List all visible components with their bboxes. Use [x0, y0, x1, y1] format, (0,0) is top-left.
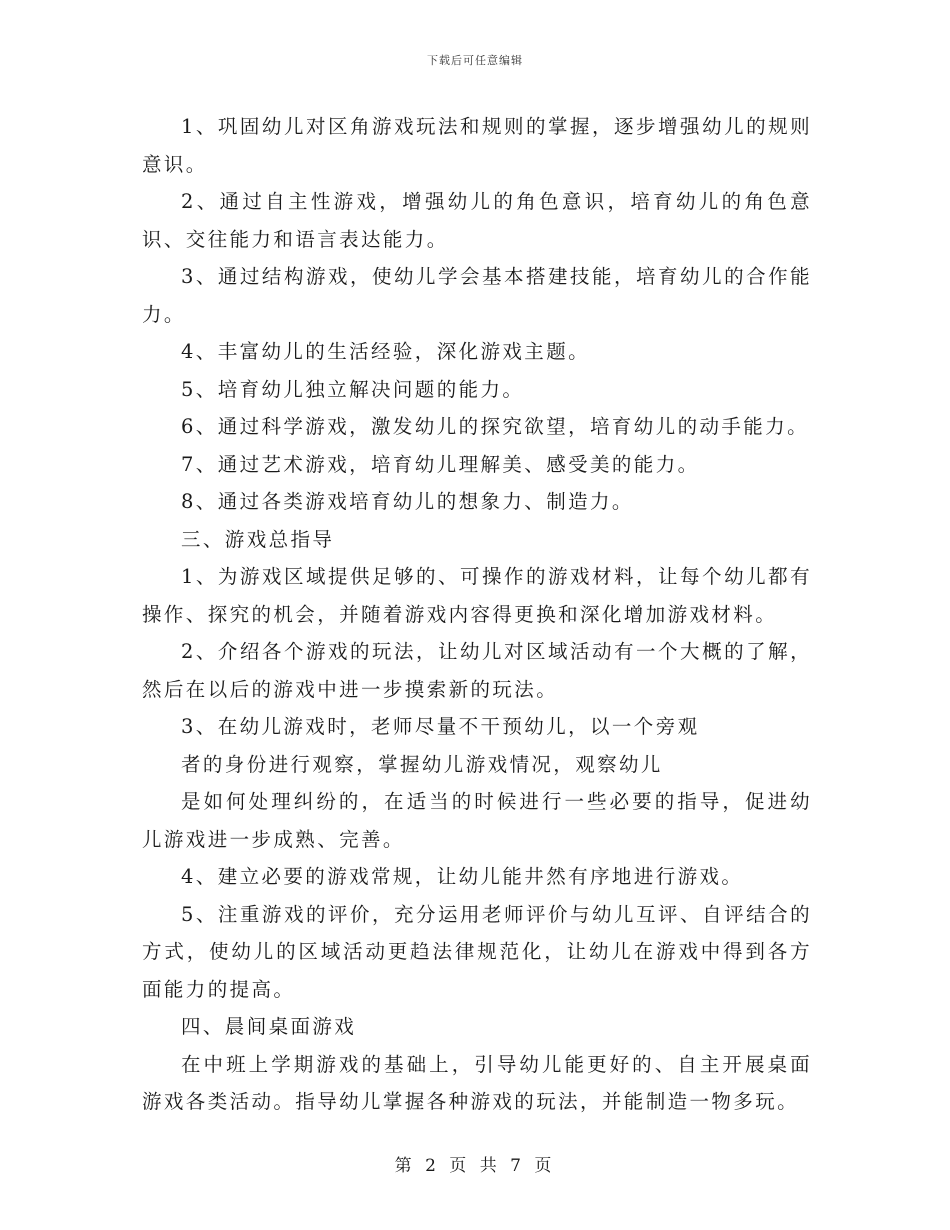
paragraph: 3、在幼儿游戏时，老师尽量不干预幼儿，以一个旁观 — [181, 715, 700, 738]
paragraph: 2、介绍各个游戏的玩法，让幼儿对区域活动有一个大概的了解，然后在以后的游戏中进一步摸索新的玩法。 — [142, 640, 812, 701]
paragraph: 5、培育幼儿独立解决问题的能力。 — [181, 377, 525, 401]
paragraph: 者的身份进行观察，掌握幼儿游戏情况，观察幼儿 — [181, 752, 663, 776]
paragraph: 8、通过各类游戏培育幼儿的想象力、制造力。 — [181, 490, 634, 513]
paragraph: 在中班上学期游戏的基础上，引导幼儿能更好的、自主开展桌面游戏各类活动。指导幼儿掌握各种游戏的玩法，并能制造一物多玩。 — [142, 1052, 812, 1113]
section-heading: 四、晨间桌面游戏 — [181, 1015, 357, 1038]
paragraph: 4、丰富幼儿的生活经验，深化游戏主题。 — [181, 340, 591, 363]
paragraph: 4、建立必要的游戏常规，让幼儿能井然有序地进行游戏。 — [181, 865, 744, 888]
paragraph: 6、通过科学游戏，激发幼儿的探究欲望，培育幼儿的动手能力。 — [181, 415, 810, 438]
section-heading: 三、游戏总指导 — [181, 527, 335, 551]
paragraph: 1、巩固幼儿对区角游戏玩法和规则的掌握，逐步增强幼儿的规则意识。 — [142, 115, 812, 176]
paragraph: 2、通过自主性游戏，增强幼儿的角色意识，培育幼儿的角色意识、交往能力和语言表达能力。 — [142, 190, 812, 251]
document-body — [142, 108, 812, 1121]
page-header-note: 下载后可任意编辑 — [427, 54, 523, 67]
paragraph: 5、注重游戏的评价，充分运用老师评价与幼儿互评、自评结合的方式，使幼儿的区域活动更趋法律规范化，让幼儿在游戏中得到各方面能力的提高。 — [142, 902, 812, 1001]
paragraph: 3、通过结构游戏，使幼儿学会基本搭建技能，培育幼儿的合作能力。 — [142, 265, 812, 326]
paragraph: 是如何处理纠纷的，在适当的时候进行一些必要的指导，促进幼儿游戏进一步成熟、完善。 — [142, 790, 812, 851]
paragraph: 7、通过艺术游戏，培育幼儿理解美、感受美的能力。 — [181, 452, 700, 476]
paragraph: 1、为游戏区域提供足够的、可操作的游戏材料，让每个幼儿都有操作、探究的机会，并随着游戏内容得更换和深化增加游戏材料。 — [142, 565, 812, 626]
page-number: 第 2 页 共 7 页 — [394, 1156, 556, 1176]
